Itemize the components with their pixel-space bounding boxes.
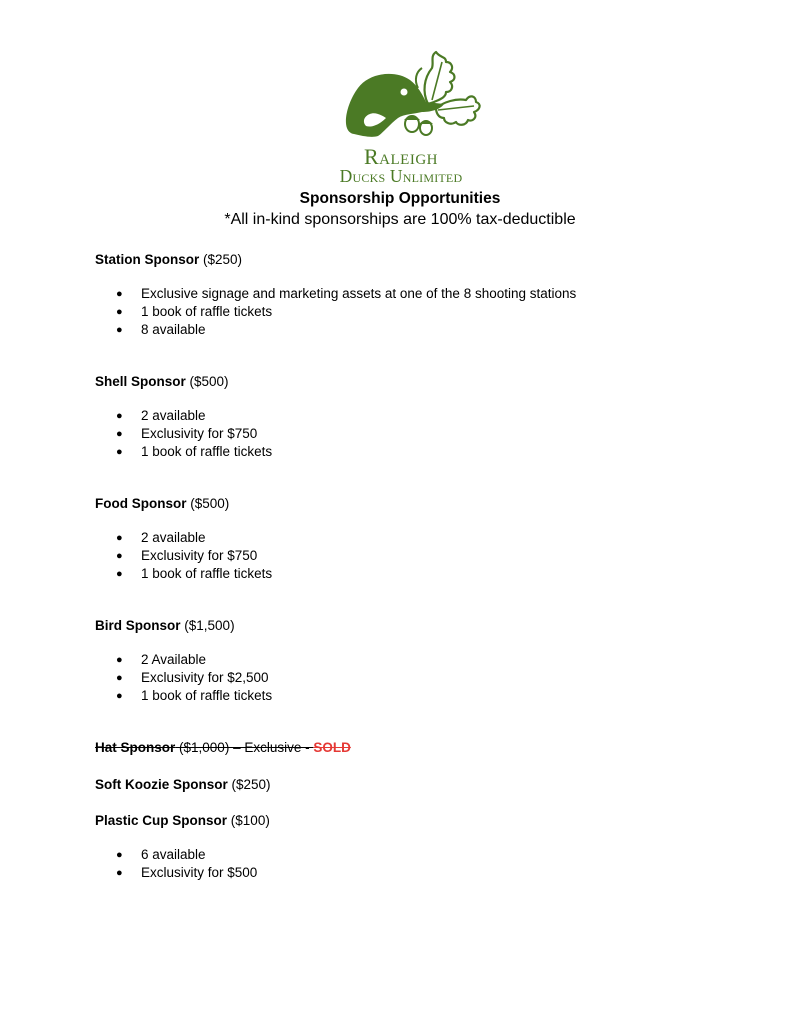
sponsor-name: Plastic Cup Sponsor [95, 813, 228, 828]
list-item: ● 6 available [116, 846, 257, 864]
list-item: ● 1 book of raffle tickets [116, 565, 272, 583]
list-item: ● 2 available [116, 407, 272, 425]
list-item: ● 2 available [116, 529, 272, 547]
list-item: ● 1 book of raffle tickets [116, 443, 272, 461]
page-title: Sponsorship Opportunities [299, 190, 501, 207]
sponsor-price: ($500) [190, 496, 230, 511]
sponsor-heading-bird [95, 618, 235, 633]
list-item: ● 2 Available [116, 651, 272, 669]
list-item: ● Exclusive signage and marketing assets at one of the 8 shooting stations [116, 285, 576, 303]
list-item: ● Exclusivity for $750 [116, 425, 272, 443]
sponsor-price: ($100) [230, 813, 270, 828]
sponsor-price: ($250) [231, 777, 271, 792]
sold-badge: SOLD [313, 740, 351, 755]
sponsor-benefits-food [116, 529, 272, 584]
sponsor-price: ($250) [203, 252, 243, 267]
list-item: ● 1 book of raffle tickets [116, 687, 272, 705]
sponsor-name: Food Sponsor [95, 496, 187, 511]
list-item: ● 1 book of raffle tickets [116, 303, 576, 321]
raleigh-ducks-unlimited-logo [318, 48, 484, 188]
sold-out-entry [95, 740, 313, 755]
sponsor-benefits-station [116, 285, 576, 340]
duck-oak-leaf-icon [318, 48, 484, 144]
sponsor-heading-food [95, 496, 229, 511]
sponsor-heading-soft-koozie [95, 777, 271, 792]
sponsor-price: ($1,000) – Exclusive - [179, 740, 314, 755]
sponsor-heading-shell [95, 374, 229, 389]
sponsor-name: Station Sponsor [95, 252, 200, 267]
sponsor-name: Hat Sponsor [95, 740, 176, 755]
sponsor-benefits-shell [116, 407, 272, 462]
sponsor-name: Bird Sponsor [95, 618, 181, 633]
sponsor-name: Soft Koozie Sponsor [95, 777, 228, 792]
sponsor-price: ($1,500) [184, 618, 235, 633]
sponsor-benefits-plastic-cup [116, 846, 257, 882]
sponsor-name: Shell Sponsor [95, 374, 186, 389]
logo-text-raleigh: Raleigh [364, 144, 438, 169]
list-item: ● Exclusivity for $500 [116, 864, 257, 882]
sponsor-heading-plastic-cup [95, 813, 270, 828]
page-subtitle: *All in-kind sponsorships are 100% tax-deductible [224, 211, 576, 228]
sponsor-benefits-bird [116, 651, 272, 706]
list-item: ● Exclusivity for $750 [116, 547, 272, 565]
sponsor-heading-station [95, 252, 242, 267]
list-item: ● 8 available [116, 321, 576, 339]
sponsor-price: ($500) [189, 374, 229, 389]
list-item: ● Exclusivity for $2,500 [116, 669, 272, 687]
sponsor-heading-hat [95, 740, 351, 755]
logo-text-ducks-unlimited: Ducks Unlimited [339, 166, 463, 186]
